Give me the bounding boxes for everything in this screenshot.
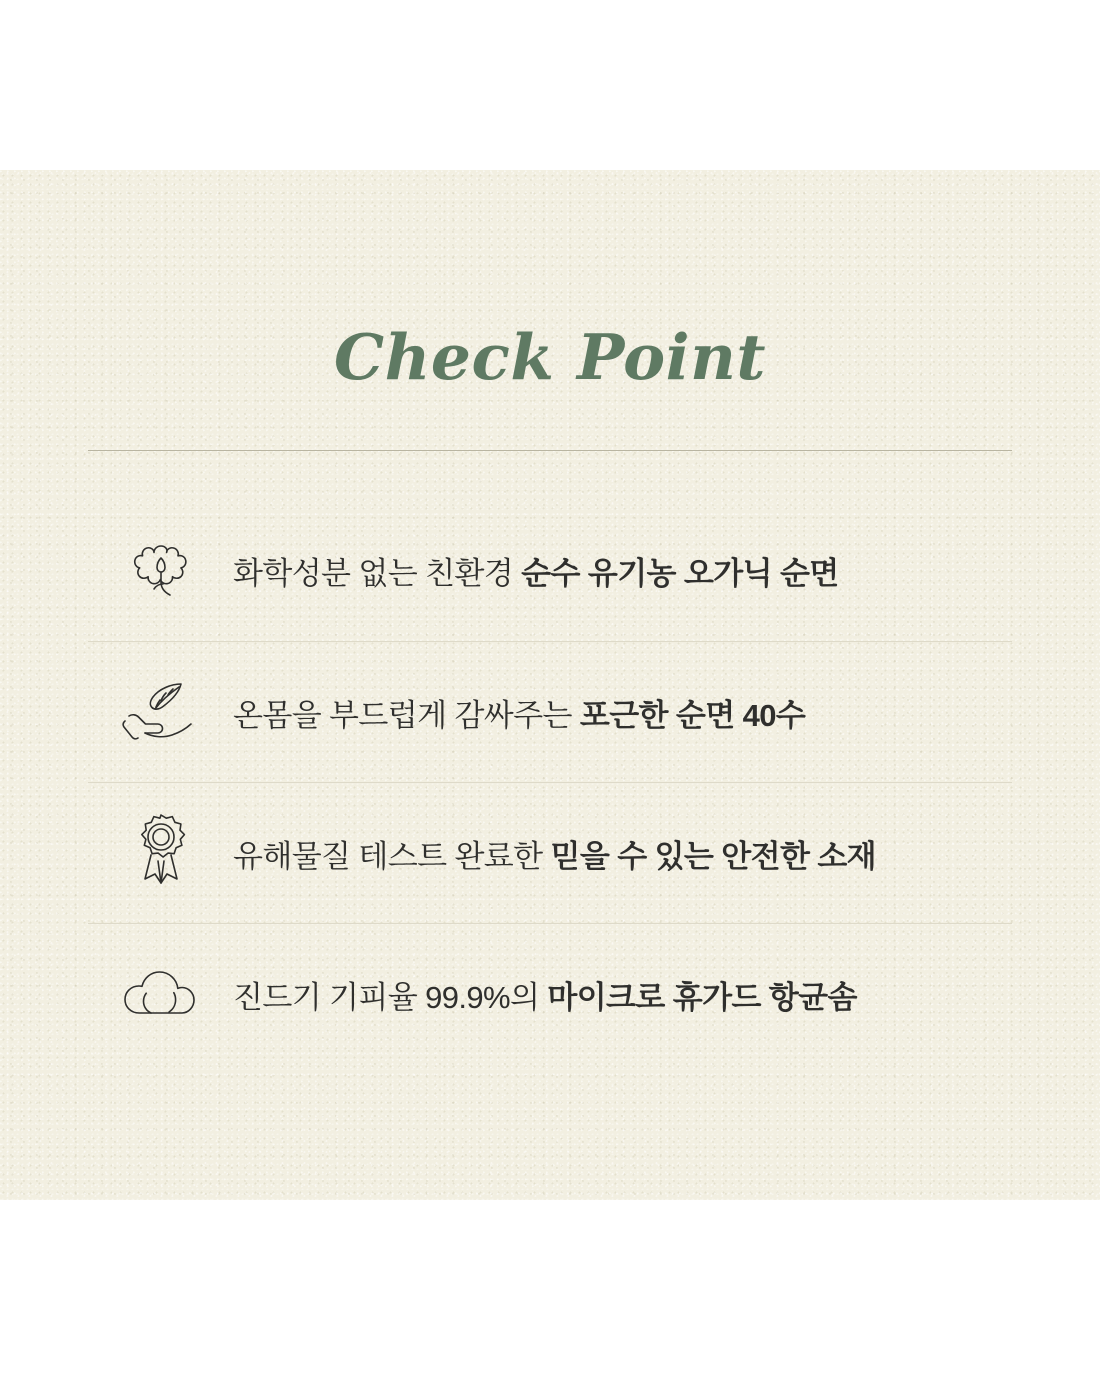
list-item-text-normal: 화학성분 없는 친환경 — [233, 556, 522, 591]
list-item — [88, 782, 1012, 923]
list-item-text-bold: 포근한 순면 40수 — [579, 697, 806, 733]
list-item-text — [233, 690, 805, 735]
list-item-text-normal: 진드기 기피율 99.9%의 — [233, 979, 548, 1015]
list-item-text-bold: 순수 유기농 오가닉 순면 — [521, 556, 839, 591]
cloud-icon — [88, 963, 233, 1025]
cotton-flower-icon — [88, 536, 233, 606]
title-divider — [88, 450, 1012, 451]
list-item — [88, 500, 1012, 641]
list-item-text — [233, 831, 876, 876]
award-ribbon-icon — [88, 811, 233, 895]
check-point-list — [88, 500, 1012, 1064]
list-item-text — [233, 548, 839, 593]
check-point-card — [0, 170, 1100, 1200]
list-item-text-normal: 유해물질 테스트 완료한 — [233, 838, 551, 874]
list-item — [88, 641, 1012, 782]
list-item-text — [233, 972, 857, 1017]
list-item-text-bold: 마이크로 휴가드 항균솜 — [547, 979, 857, 1015]
hand-with-feather-icon — [88, 676, 233, 748]
list-item — [88, 923, 1012, 1064]
page-title: Check Point — [333, 320, 766, 394]
list-item-text-bold: 믿을 수 있는 안전한 소재 — [550, 838, 877, 874]
list-item-text-normal: 온몸을 부드럽게 감싸주는 — [233, 697, 580, 733]
